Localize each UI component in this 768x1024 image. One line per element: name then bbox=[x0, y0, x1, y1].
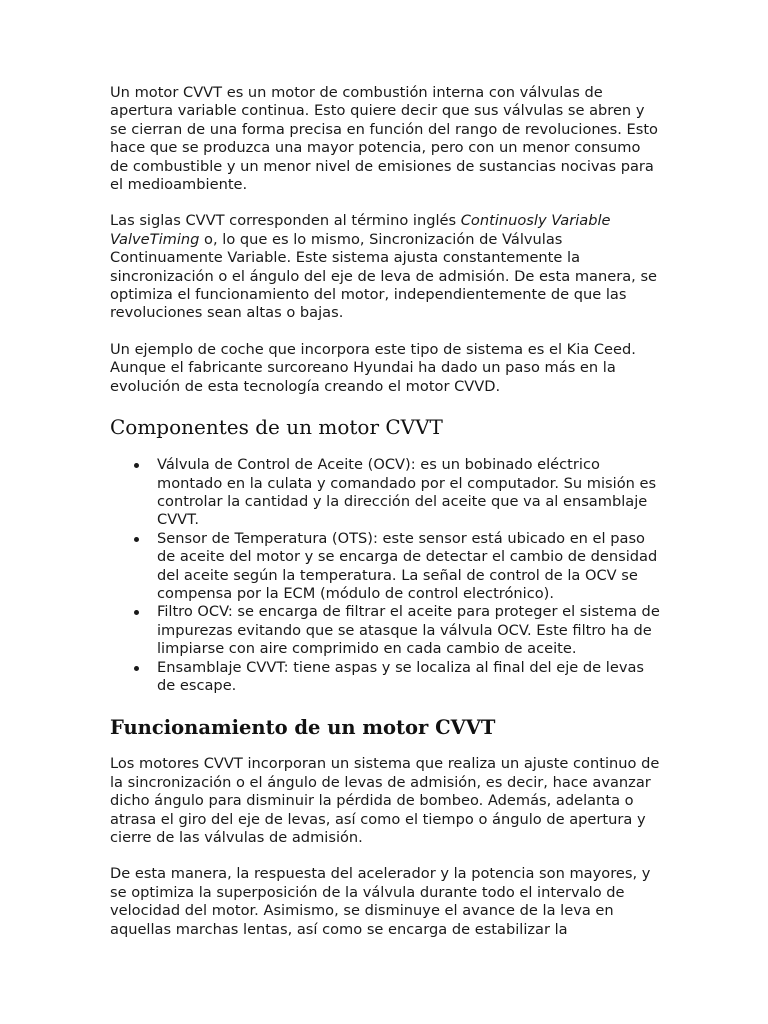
list-item-text: Ensamblaje CVVT: tiene aspas y se localiza al final del eje de levas de escape. bbox=[157, 658, 645, 694]
intro-paragraph-2-italic: Continuosly Variable ValveTiming bbox=[110, 212, 611, 248]
bullet-icon bbox=[134, 666, 139, 671]
bullet-icon bbox=[134, 537, 139, 542]
intro-paragraph-2-text-a: Las siglas CVVT corresponden al término inglés bbox=[110, 212, 461, 230]
list-item-text: Sensor de Temperatura (OTS): este sensor está ubicado en el paso de aceite del motor y se encarga de detectar el cambio de densidad del aceite según la temperatura. La señal de control de la OCV se compensa por la ECM (módulo de control electrónico). bbox=[157, 529, 658, 602]
operation-paragraph-2: De esta manera, la respuesta del acelerador y la potencia son mayores, y se optimiza la superposición de la válvula durante todo el intervalo de velocidad del motor. Asimismo, se disminuye el avance de la leva en aquellas marchas lentas, así como se encarga de estabilizar la bbox=[110, 865, 651, 938]
list-item bbox=[157, 456, 662, 530]
operation-heading: Funcionamiento de un motor CVVT bbox=[110, 716, 496, 740]
document-page bbox=[110, 84, 662, 957]
components-list bbox=[110, 456, 662, 695]
list-item-text: Filtro OCV: se encarga de filtrar el aceite para proteger el sistema de impurezas evitando que se atasque la válvula OCV. Este filtro ha de limpiarse con aire comprimido en cada cambio de aceite. bbox=[157, 603, 660, 658]
components-heading: Componentes de un motor CVVT bbox=[110, 415, 443, 440]
bullet-icon bbox=[134, 463, 139, 468]
bullet-icon bbox=[134, 610, 139, 615]
intro-paragraph-2 bbox=[110, 212, 662, 322]
intro-paragraph-1: Un motor CVVT es un motor de combustión interna con válvulas de apertura variable continua. Esto quiere decir que sus válvulas se abren y se cierran de una forma precisa en función del rango de revoluciones. Esto hace que se produzca una mayor potencia, pero con un menor consumo de combustible y un menor nivel de emisiones de sustancias nocivas para el medioambiente. bbox=[110, 84, 658, 194]
list-item bbox=[157, 659, 662, 696]
list-item bbox=[157, 603, 662, 658]
list-item bbox=[157, 530, 662, 604]
intro-paragraph-2-text-b: o, lo que es lo mismo, Sincronización de Válvulas Continuamente Variable. Este sistema ajusta constantemente la sincronización o el ángulo del eje de leva de admisión. De esta manera, se optimiza el funcionamiento del motor, independientemente de que las revoluciones sean altas o bajas. bbox=[110, 230, 658, 322]
list-item-text: Válvula de Control de Aceite (OCV): es un bobinado eléctrico montado en la culata y comandado por el computador. Su misión es controlar la cantidad y la dirección del aceite que va al ensamblaje CVVT. bbox=[157, 456, 657, 529]
intro-paragraph-3: Un ejemplo de coche que incorpora este tipo de sistema es el Kia Ceed. Aunque el fabricante surcoreano Hyundai ha dado un paso más en la evolución de esta tecnología creando el motor CVVD. bbox=[110, 340, 636, 395]
operation-paragraph-1: Los motores CVVT incorporan un sistema que realiza un ajuste continuo de la sincronización o el ángulo de levas de admisión, es decir, hace avanzar dicho ángulo para disminuir la pérdida de bombeo. Además, adelanta o atrasa el giro del eje de levas, así como el tiempo o ángulo de apertura y cierre de las válvulas de admisión. bbox=[110, 755, 660, 846]
